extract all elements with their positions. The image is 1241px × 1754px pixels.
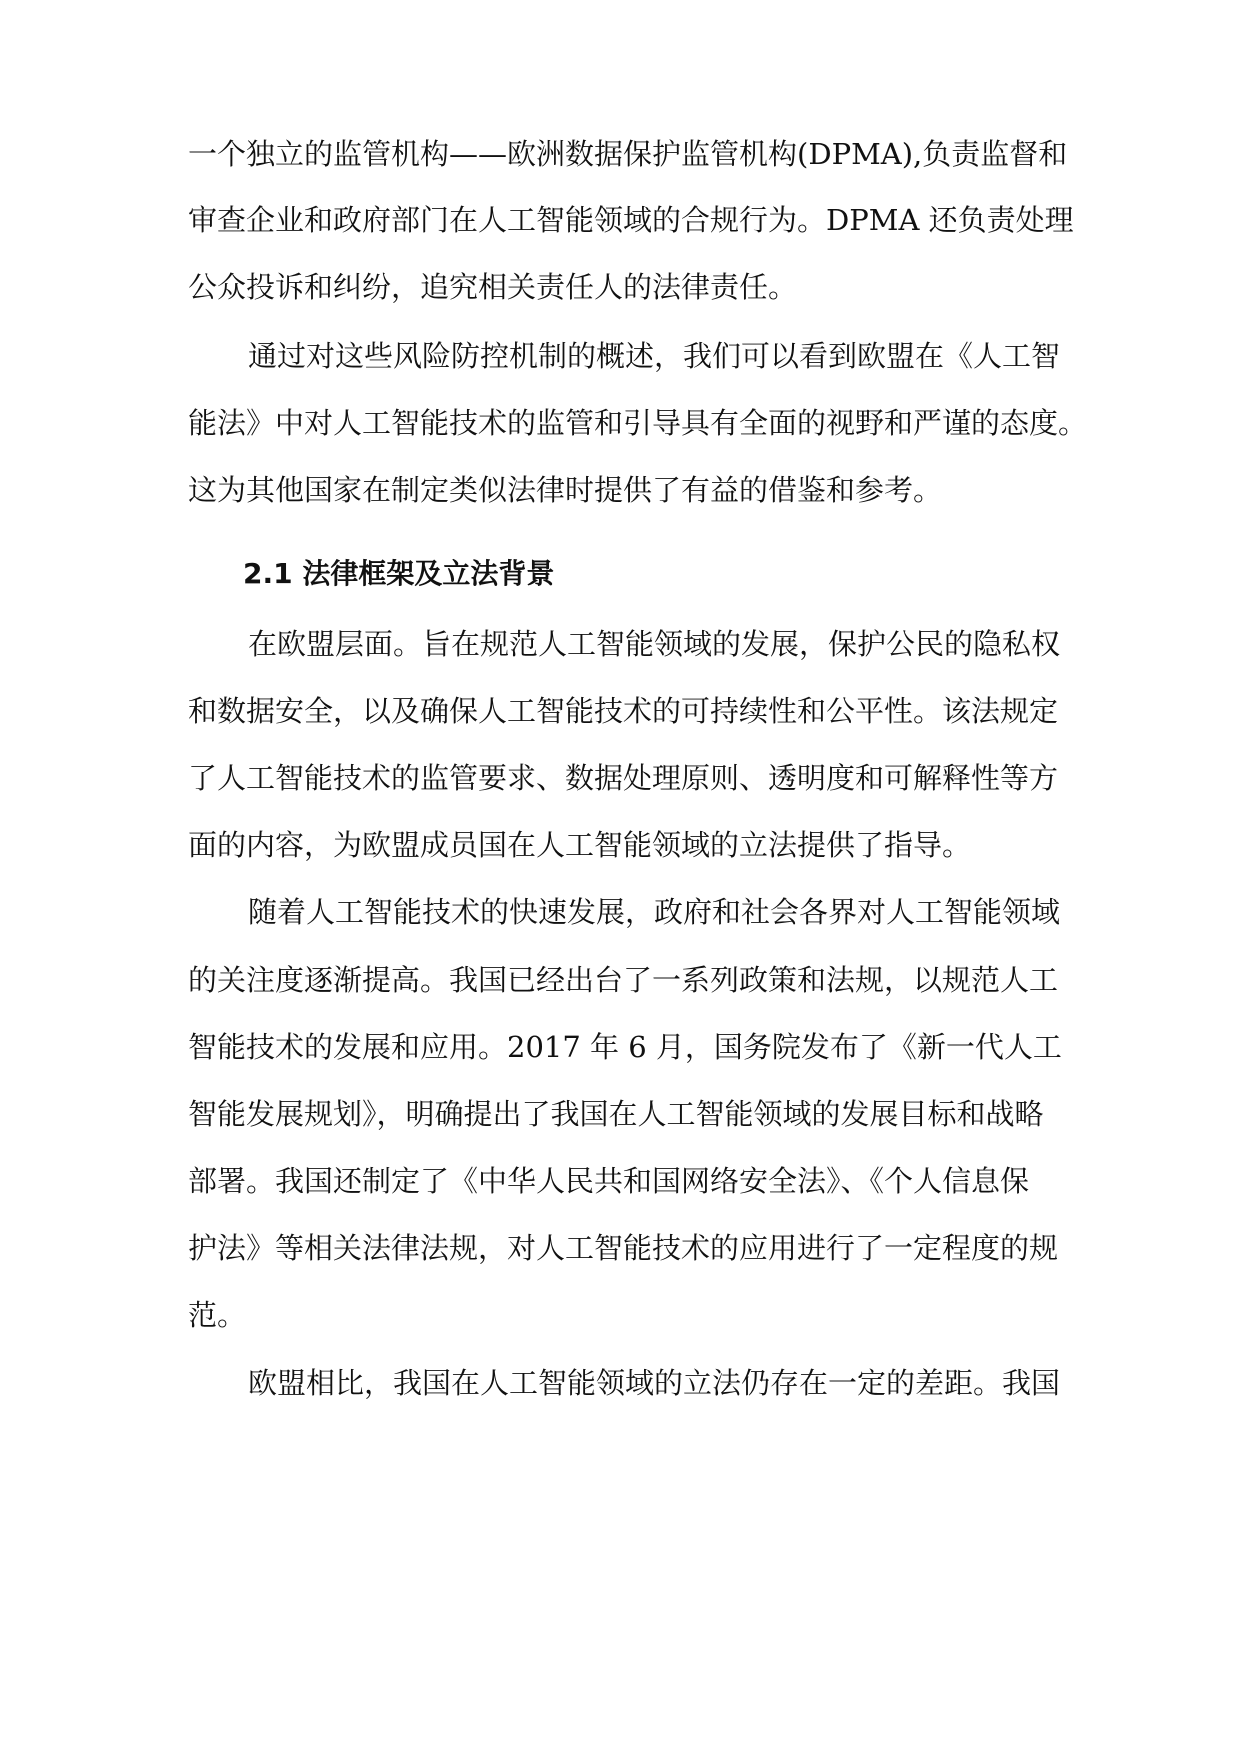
- paragraph-line: 审查企业和政府部门在人工智能领域的合规行为。DPMA 还负责处理: [188, 203, 1074, 237]
- paragraph-line: 智能发展规划》，明确提出了我国在人工智能领域的发展目标和战略: [188, 1097, 1044, 1131]
- paragraph-line: 这为其他国家在制定类似法律时提供了有益的借鉴和参考。: [188, 473, 943, 507]
- paragraph-line: 欧盟相比，我国在人工智能领域的立法仍存在一定的差距。我国: [248, 1366, 1061, 1400]
- paragraph-line: 和数据安全，以及确保人工智能技术的可持续性和公平性。该法规定: [188, 694, 1059, 728]
- paragraph-line: 能法》中对人工智能技术的监管和引导具有全面的视野和严谨的态度。: [188, 406, 1088, 440]
- paragraph-line: 部署。我国还制定了《中华人民共和国网络安全法》、《个人信息保: [188, 1164, 1030, 1198]
- paragraph-line: 面的内容，为欧盟成员国在人工智能领域的立法提供了指导。: [188, 828, 972, 862]
- section-heading: 2.1 法律框架及立法背景: [243, 557, 555, 590]
- paragraph-line: 范。: [188, 1298, 247, 1332]
- paragraph-line: 在欧盟层面。旨在规范人工智能领域的发展，保护公民的隐私权: [248, 627, 1061, 661]
- paragraph-line: 护法》等相关法律法规，对人工智能技术的应用进行了一定程度的规: [188, 1231, 1059, 1265]
- paragraph-line: 了人工智能技术的监管要求、数据处理原则、透明度和可解释性等方: [188, 761, 1059, 795]
- paragraph-line: 一个独立的监管机构——欧洲数据保护监管机构(DPMA),负责监督和: [188, 137, 1068, 171]
- paragraph-line: 的关注度逐渐提高。我国已经出台了一系列政策和法规，以规范人工: [188, 963, 1059, 997]
- paragraph-line: 随着人工智能技术的快速发展，政府和社会各界对人工智能领域: [248, 895, 1061, 929]
- paragraph-line: 公众投诉和纠纷，追究相关责任人的法律责任。: [188, 270, 798, 304]
- paragraph-line: 智能技术的发展和应用。2017 年 6 月，国务院发布了《新一代人工: [188, 1030, 1062, 1064]
- paragraph-line: 通过对这些风险防控机制的概述，我们可以看到欧盟在《人工智: [248, 339, 1061, 373]
